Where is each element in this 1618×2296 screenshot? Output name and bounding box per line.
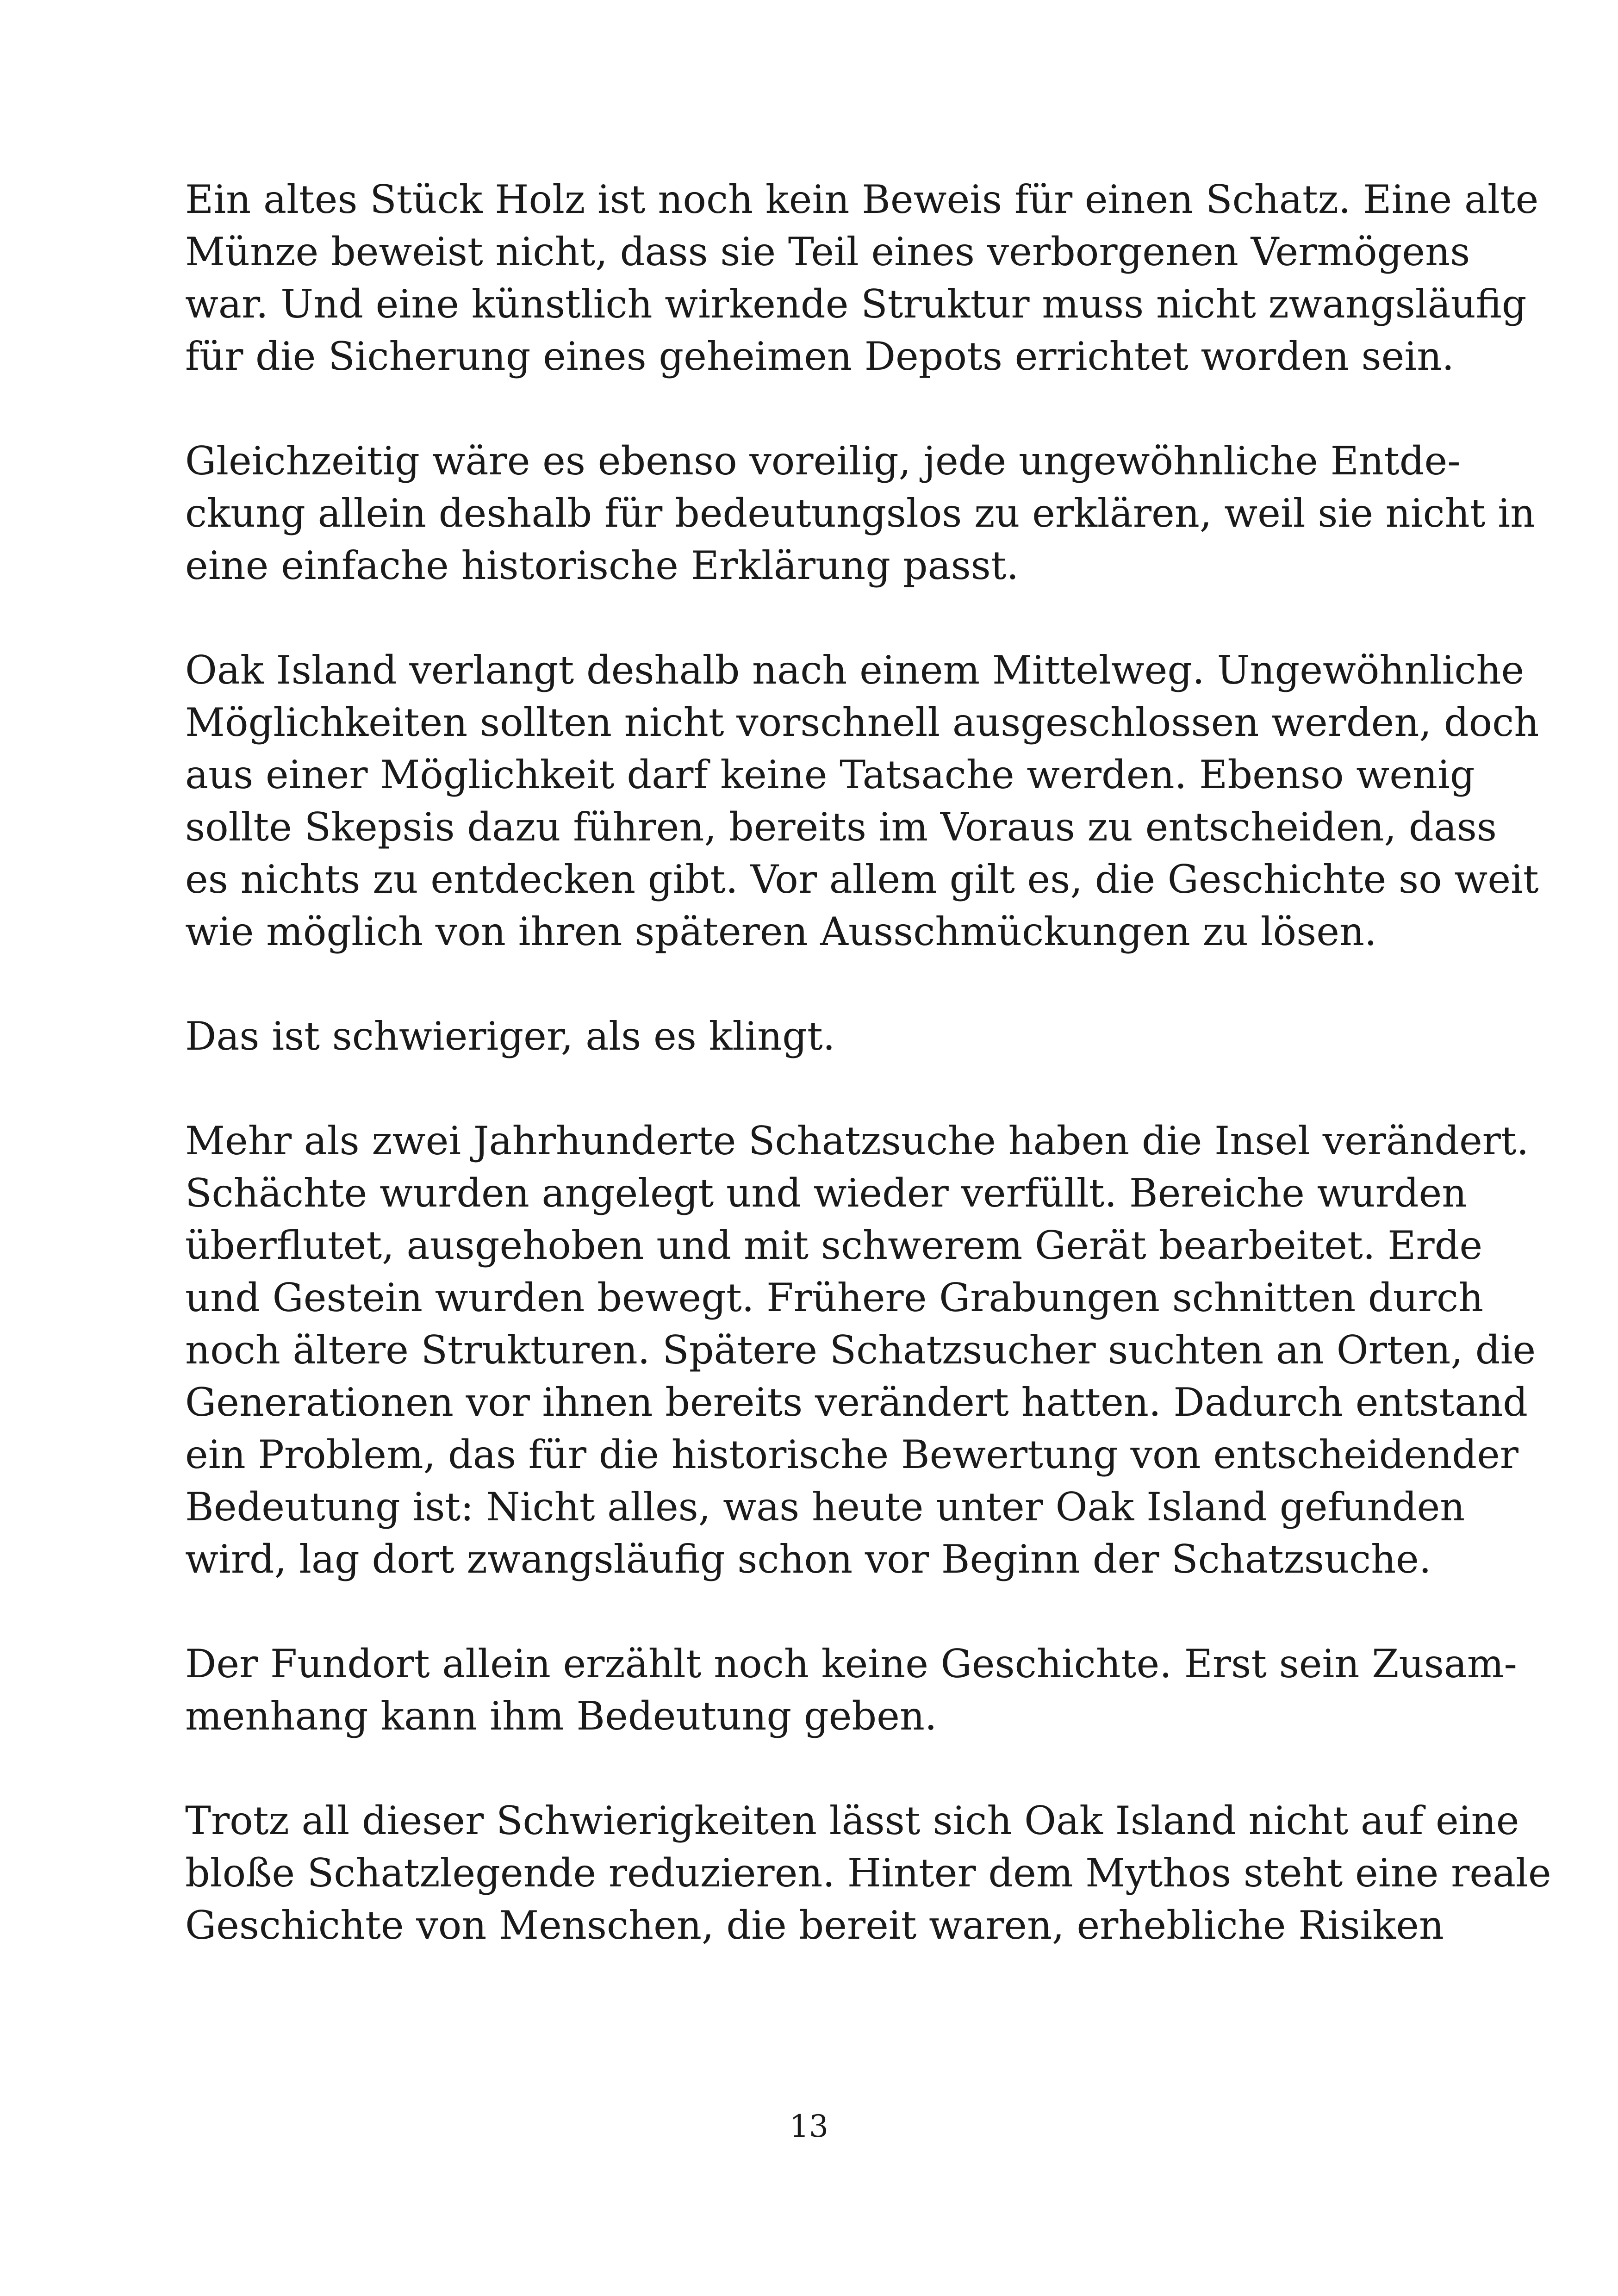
text-line: Mehr als zwei Jahrhunderte Schatzsuche haben die Insel verändert. (185, 1118, 1529, 1164)
text-line: bloße Schatzlegende reduzieren. Hinter dem Mythos steht eine reale (185, 1850, 1551, 1896)
text-line: es nichts zu entdecken gibt. Vor allem gilt es, die Geschichte so weit (185, 857, 1539, 902)
paragraph (185, 644, 1539, 958)
text-line: Trotz all dieser Schwierigkeiten lässt sich Oak Island nicht auf eine (185, 1798, 1519, 1843)
text-line: Generationen vor ihnen bereits verändert hatten. Dadurch entstand (185, 1380, 1528, 1425)
body-text (185, 174, 1551, 1952)
text-line: ckung allein deshalb für bedeutungslos zu erklären, weil sie nicht in (185, 491, 1536, 536)
paragraph-gap (185, 958, 1444, 1010)
paragraph-gap (185, 1742, 1444, 1795)
text-line: wird, lag dort zwangsläufig schon vor Beginn der Schatzsuche. (185, 1537, 1431, 1582)
text-line: und Gestein wurden bewegt. Frühere Grabungen schnitten durch (185, 1275, 1484, 1320)
text-line: war. Und eine künstlich wirkende Struktur muss nicht zwangsläufig (185, 281, 1527, 327)
paragraph (185, 1010, 1444, 1063)
paragraph (185, 1638, 1517, 1742)
text-line: Oak Island verlangt deshalb nach einem Mittelweg. Ungewöhnliche (185, 647, 1525, 693)
paragraph (185, 1115, 1536, 1586)
text-line: Geschichte von Menschen, die bereit waren, erhebliche Risiken (185, 1903, 1444, 1948)
text-line: ein Problem, das für die historische Bewertung von entscheidender (185, 1432, 1518, 1477)
text-line: Möglichkeiten sollten nicht vorschnell ausgeschlossen werden, doch (185, 700, 1539, 745)
text-line: Schächte wurden angelegt und wieder verfüllt. Bereiche wurden (185, 1170, 1467, 1216)
text-line: für die Sicherung eines geheimen Depots errichtet worden sein. (185, 334, 1455, 379)
text-line: Gleichzeitig wäre es ebenso voreilig, jede ungewöhnliche Entde- (185, 438, 1461, 484)
page-number: 13 (790, 2109, 828, 2144)
paragraph (185, 435, 1536, 592)
text-line: eine einfache historische Erklärung passt. (185, 543, 1019, 588)
text-line: Der Fundort allein erzählt noch keine Geschichte. Erst sein Zusam- (185, 1641, 1517, 1686)
paragraph-gap (185, 592, 1444, 644)
text-line: überflutet, ausgehoben und mit schwerem Gerät bearbeitet. Erde (185, 1223, 1483, 1268)
text-line: sollte Skepsis dazu führen, bereits im Voraus zu entscheiden, dass (185, 804, 1497, 850)
text-line: Bedeutung ist: Nicht alles, was heute unter Oak Island gefunden (185, 1484, 1465, 1530)
text-line: aus einer Möglichkeit darf keine Tatsache werden. Ebenso wenig (185, 752, 1475, 797)
text-line: Das ist schwieriger, als es klingt. (185, 1014, 835, 1059)
text-line: wie möglich von ihren späteren Ausschmückungen zu lösen. (185, 909, 1377, 954)
text-line: Münze beweist nicht, dass sie Teil eines verborgenen Vermögens (185, 229, 1470, 274)
paragraph-gap (185, 1063, 1444, 1115)
paragraph (185, 1795, 1551, 1952)
paragraph-gap (185, 383, 1444, 435)
text-line: menhang kann ihm Bedeutung geben. (185, 1693, 937, 1739)
paragraph (185, 174, 1539, 383)
text-line: Ein altes Stück Holz ist noch kein Beweis für einen Schatz. Eine alte (185, 177, 1539, 222)
paragraph-gap (185, 1586, 1444, 1638)
text-line: noch ältere Strukturen. Spätere Schatzsucher suchten an Orten, die (185, 1327, 1536, 1373)
